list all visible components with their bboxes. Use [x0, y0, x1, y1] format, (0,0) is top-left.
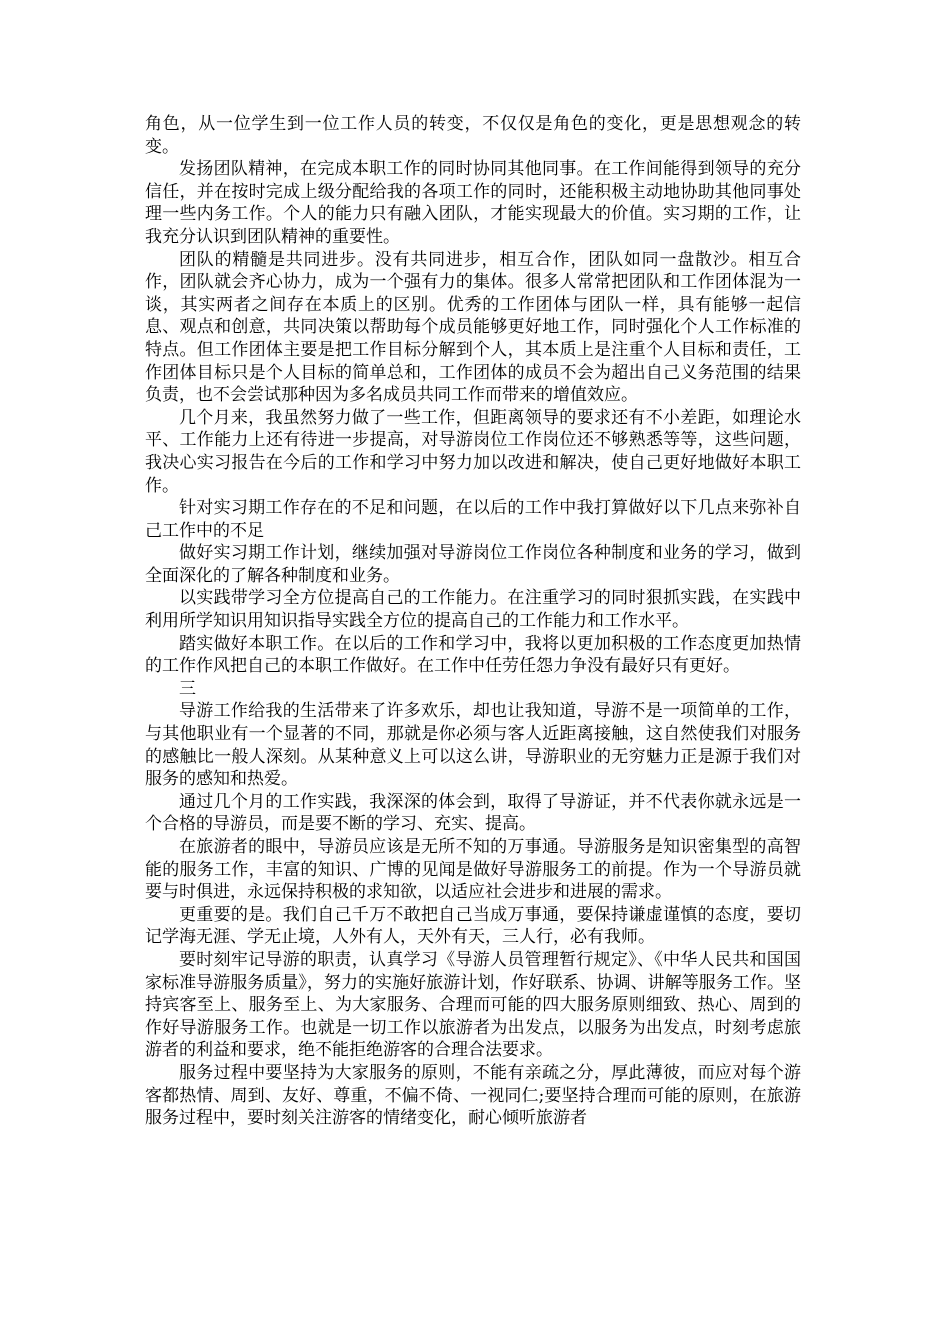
- paragraph: 针对实习期工作存在的不足和问题，在以后的工作中我打算做好以下几点来弥补自己工作中的不足: [145, 498, 801, 541]
- paragraph: 踏实做好本职工作。在以后的工作和学习中，我将以更加积极的工作态度更加热情的工作作风把自己的本职工作做好。在工作中任劳任怨力争没有最好只有更好。: [145, 633, 801, 677]
- paragraph: 通过几个月的工作实践，我深深的体会到，取得了导游证，并不代表你就永远是一个合格的导游员，而是要不断的学习、充实、提高。: [145, 791, 801, 835]
- document-body: [145, 113, 801, 1130]
- paragraph: 服务过程中要坚持为大家服务的原则，不能有亲疏之分，厚此薄彼，而应对每个游客都热情、周到、友好、尊重，不偏不倚、一视同仁;要坚持合理而可能的原则，在旅游服务过程中，要时刻关注游客的情绪变化，耐心倾听旅游者: [145, 1062, 801, 1129]
- paragraph: 要时刻牢记导游的职责，认真学习《导游人员管理暂行规定》、《中华人民共和国国家标准导游服务质量》，努力的实施好旅游计划，作好联系、协调、讲解等服务工作。坚持宾客至上、服务至上、为大家服务、合理而可能的四大服务原则细致、热心、周到的作好导游服务工作。也就是一切工作以旅游者为出发点，以服务为出发点，时刻考虑旅游者的利益和要求，绝不能拒绝游客的合理合法要求。: [145, 949, 801, 1061]
- paragraph: 在旅游者的眼中，导游员应该是无所不知的万事通。导游服务是知识密集型的高智能的服务工作，丰富的知识、广博的见闻是做好导游服务工的前提。作为一个导游员就要与时俱进，永远保持积极的求知欲，以适应社会进步和进展的需求。: [145, 837, 801, 903]
- paragraph: 导游工作给我的生活带来了许多欢乐，却也让我知道，导游不是一项简单的工作，与其他职业有一个显著的不同，那就是你必须与客人近距离接触，这自然使我们对服务的感触比一般人深刻。从某种意义上可以这么讲，导游职业的无穷魅力正是源于我们对服务的感知和热爱。: [145, 701, 801, 790]
- paragraph: 团队的精髓是共同进步。没有共同进步，相互合作，团队如同一盘散沙。相互合作，团队就会齐心协力，成为一个强有力的集体。很多人常常把团队和工作团体混为一谈，其实两者之间存在本质上的区别。优秀的工作团体与团队一样，具有能够一起信息、观点和创意，共同决策以帮助每个成员能够更好地工作，同时强化个人工作标准的特点。但工作团体主要是把工作目标分解到个人，其本质上是注重个人目标和责任，工作团体目标只是个人目标的简单总和，工作团体的成员不会为超出自己义务范围的结果负责，也不会尝试那种因为多名成员共同工作而带来的增值效应。: [145, 249, 801, 406]
- paragraph: 以实践带学习全方位提高自己的工作能力。在注重学习的同时狠抓实践，在实践中利用所学知识用知识指导实践全方位的提高自己的工作能力和工作水平。: [145, 588, 801, 632]
- paragraph-continuation: 角色，从一位学生到一位工作人员的转变，不仅仅是角色的变化，更是思想观念的转变。: [145, 114, 801, 157]
- paragraph: 做好实习期工作计划，继续加强对导游岗位工作岗位各种制度和业务的学习，做到全面深化的了解各种制度和业务。: [145, 543, 801, 586]
- paragraph: 几个月来，我虽然努力做了一些工作，但距离领导的要求还有不小差距，如理论水平、工作能力上还有待进一步提高，对导游岗位工作岗位还不够熟悉等等，这些问题，我决心实习报告在今后的工作和学习中努力加以改进和解决，使自己更好地做好本职工作。: [145, 407, 801, 496]
- paragraph: 更重要的是。我们自己千万不敢把自己当成万事通，要保持谦虚谨慎的态度，要切记学海无涯、学无止境，人外有人，天外有天，三人行，必有我师。: [145, 904, 801, 948]
- section-heading: 三: [179, 678, 196, 699]
- paragraph: 发扬团队精神，在完成本职工作的同时协同其他同事。在工作间能得到领导的充分信任，并在按时完成上级分配给我的各项工作的同时，还能积极主动地协助其他同事处理一些内务工作。个人的能力只有融入团队，才能实现最大的价值。实习期的工作，让我充分认识到团队精神的重要性。: [145, 159, 801, 247]
